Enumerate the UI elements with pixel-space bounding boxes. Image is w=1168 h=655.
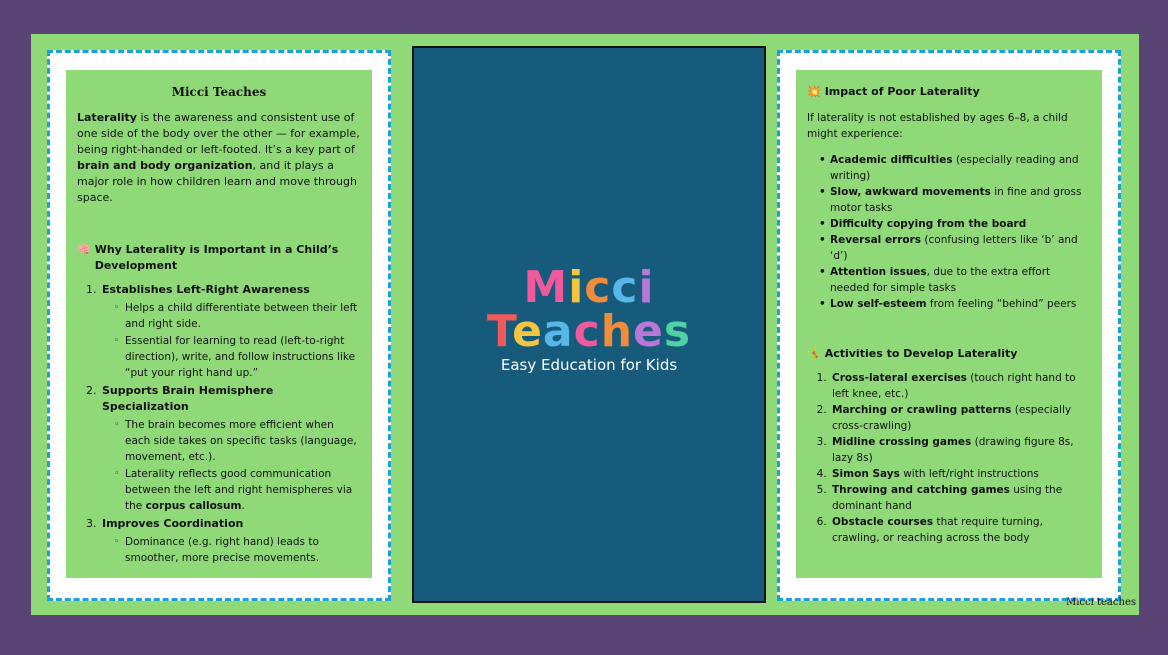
logo-letter: s <box>663 306 692 357</box>
cover-tagline: Easy Education for Kids <box>500 356 678 374</box>
activities-heading <box>807 346 1091 362</box>
logo-letter: c <box>584 262 612 313</box>
impact-intro: If laterality is not established by ages 6–8, a child might experience: <box>807 112 1068 140</box>
bullet-bold: Slow, awkward movements <box>830 186 991 198</box>
intro-paragraph <box>77 110 361 206</box>
activity-bold: Obstacle courses <box>832 516 934 528</box>
list-item-title: Establishes Left-Right Awareness <box>102 283 310 296</box>
list-item <box>819 264 1091 296</box>
list-item <box>830 482 1091 514</box>
sub-list <box>102 534 361 566</box>
activity-text: with left/right instructions <box>899 468 1039 480</box>
intro-bold: brain and body organization <box>77 159 253 172</box>
logo-letter: c <box>611 262 639 313</box>
bullet-bold: Academic difficulties <box>830 154 953 166</box>
impact-list <box>807 152 1091 312</box>
list-item <box>100 383 361 514</box>
list-item-title: Improves Coordination <box>102 517 244 530</box>
logo-letter: i <box>568 262 585 313</box>
list-item <box>819 232 1091 264</box>
sub-item-text: Laterality reflects good communication between the left and right hemispheres via the <box>125 468 353 512</box>
footer-watermark: Micci teaches <box>1065 597 1136 608</box>
sub-item-end: . <box>241 500 245 512</box>
list-item-title: Supports Brain Hemisphere Specialization <box>102 384 274 413</box>
sub-item <box>114 466 361 514</box>
logo-letter: h <box>600 306 634 357</box>
left-panel-title: Micci Teaches <box>171 85 267 99</box>
impact-heading <box>807 84 1091 100</box>
sub-item: ◦ The brain becomes more efficient when each side takes on specific tasks (language, movement, etc.). <box>114 417 361 465</box>
activity-text: (touch right hand to left knee, etc.) <box>832 372 1076 400</box>
bullet-text: from feeling “behind” peers <box>926 298 1077 310</box>
bullet-text: (especially reading and writing) <box>830 154 1079 182</box>
activity-bold: Throwing and catching games <box>832 484 1010 496</box>
bullet-text: , due to the extra effort needed for simple tasks <box>830 266 1051 294</box>
activity-bold: Cross-lateral exercises <box>832 372 967 384</box>
bullet-bold: Attention issues <box>830 266 927 278</box>
cover-panel <box>412 46 766 603</box>
brochure-board <box>31 34 1139 615</box>
list-item <box>830 434 1091 466</box>
corpus-callosum-term: corpus callosum <box>145 500 242 512</box>
list-item <box>830 466 1091 482</box>
activity-text: that require turning, crawling, or reaching across the body <box>832 516 1043 544</box>
sub-item: ◦ Dominance (e.g. right hand) leads to smoother, more precise movements. <box>114 534 361 566</box>
bullet-bold: Difficulty copying from the board <box>830 218 1027 230</box>
activity-bold: Midline crossing games <box>832 436 972 448</box>
sub-item: ◦ Essential for learning to read (left-to-right direction), write, and follow instructions like “put your right hand up.” <box>114 333 361 381</box>
left-panel-frame <box>47 50 391 601</box>
activity-bold: Simon Says <box>832 468 900 480</box>
list-item <box>819 296 1091 312</box>
sub-list <box>102 417 361 514</box>
activities-list <box>807 370 1091 546</box>
list-item <box>100 282 361 381</box>
sub-item: ◦ Helps a child differentiate between their left and right side. <box>114 300 361 332</box>
sub-list <box>102 300 361 381</box>
logo-letter: c <box>573 306 601 357</box>
activity-text: using the dominant hand <box>832 484 1063 512</box>
bullet-text: (confusing letters like ‘b’ and ‘d’) <box>830 234 1078 262</box>
bullet-bold: Low self-esteem <box>830 298 927 310</box>
why-heading <box>77 242 361 274</box>
logo-letter: e <box>512 306 543 357</box>
logo-line-1 <box>414 262 764 313</box>
brain-icon: 🧠 <box>77 243 91 256</box>
logo-letter: M <box>523 262 569 313</box>
right-panel-frame <box>777 50 1121 601</box>
right-panel <box>796 70 1102 578</box>
logo-line-2 <box>414 306 764 357</box>
brand-logo <box>414 262 764 357</box>
list-item <box>819 184 1091 216</box>
activity-bold: Marching or crawling patterns <box>832 404 1012 416</box>
logo-letter: a <box>542 306 574 357</box>
importance-list <box>77 282 361 566</box>
activity-text: (drawing figure 8s, lazy 8s) <box>832 436 1074 464</box>
list-item <box>830 402 1091 434</box>
list-item <box>819 152 1091 184</box>
intro-term: Laterality <box>77 111 137 124</box>
why-heading-text: Why Laterality is Important in a Child’s Development <box>94 243 339 272</box>
impact-heading-text: Impact of Poor Laterality <box>824 85 980 98</box>
list-item <box>830 514 1091 546</box>
cartwheel-icon: 🤸 <box>807 347 821 360</box>
logo-letter: e <box>633 306 664 357</box>
bullet-text: in fine and gross motor tasks <box>830 186 1082 214</box>
intro-text-2: , and it plays a major role in how children learn and move through space. <box>77 159 357 204</box>
list-item <box>819 216 1091 232</box>
intro-text-1: is the awareness and consistent use of one side of the body over the other — for example, being right-handed or left-footed. It’s a key part of <box>77 111 360 156</box>
left-panel <box>66 70 372 578</box>
list-item <box>830 370 1091 402</box>
logo-letter: T <box>486 306 513 357</box>
bullet-bold: Reversal errors <box>830 234 922 246</box>
activity-text: (especially cross-crawling) <box>832 404 1072 432</box>
activities-heading-text: Activities to Develop Laterality <box>824 347 1018 360</box>
list-item <box>100 516 361 566</box>
collision-icon: 💥 <box>807 85 821 98</box>
logo-letter: i <box>638 262 655 313</box>
